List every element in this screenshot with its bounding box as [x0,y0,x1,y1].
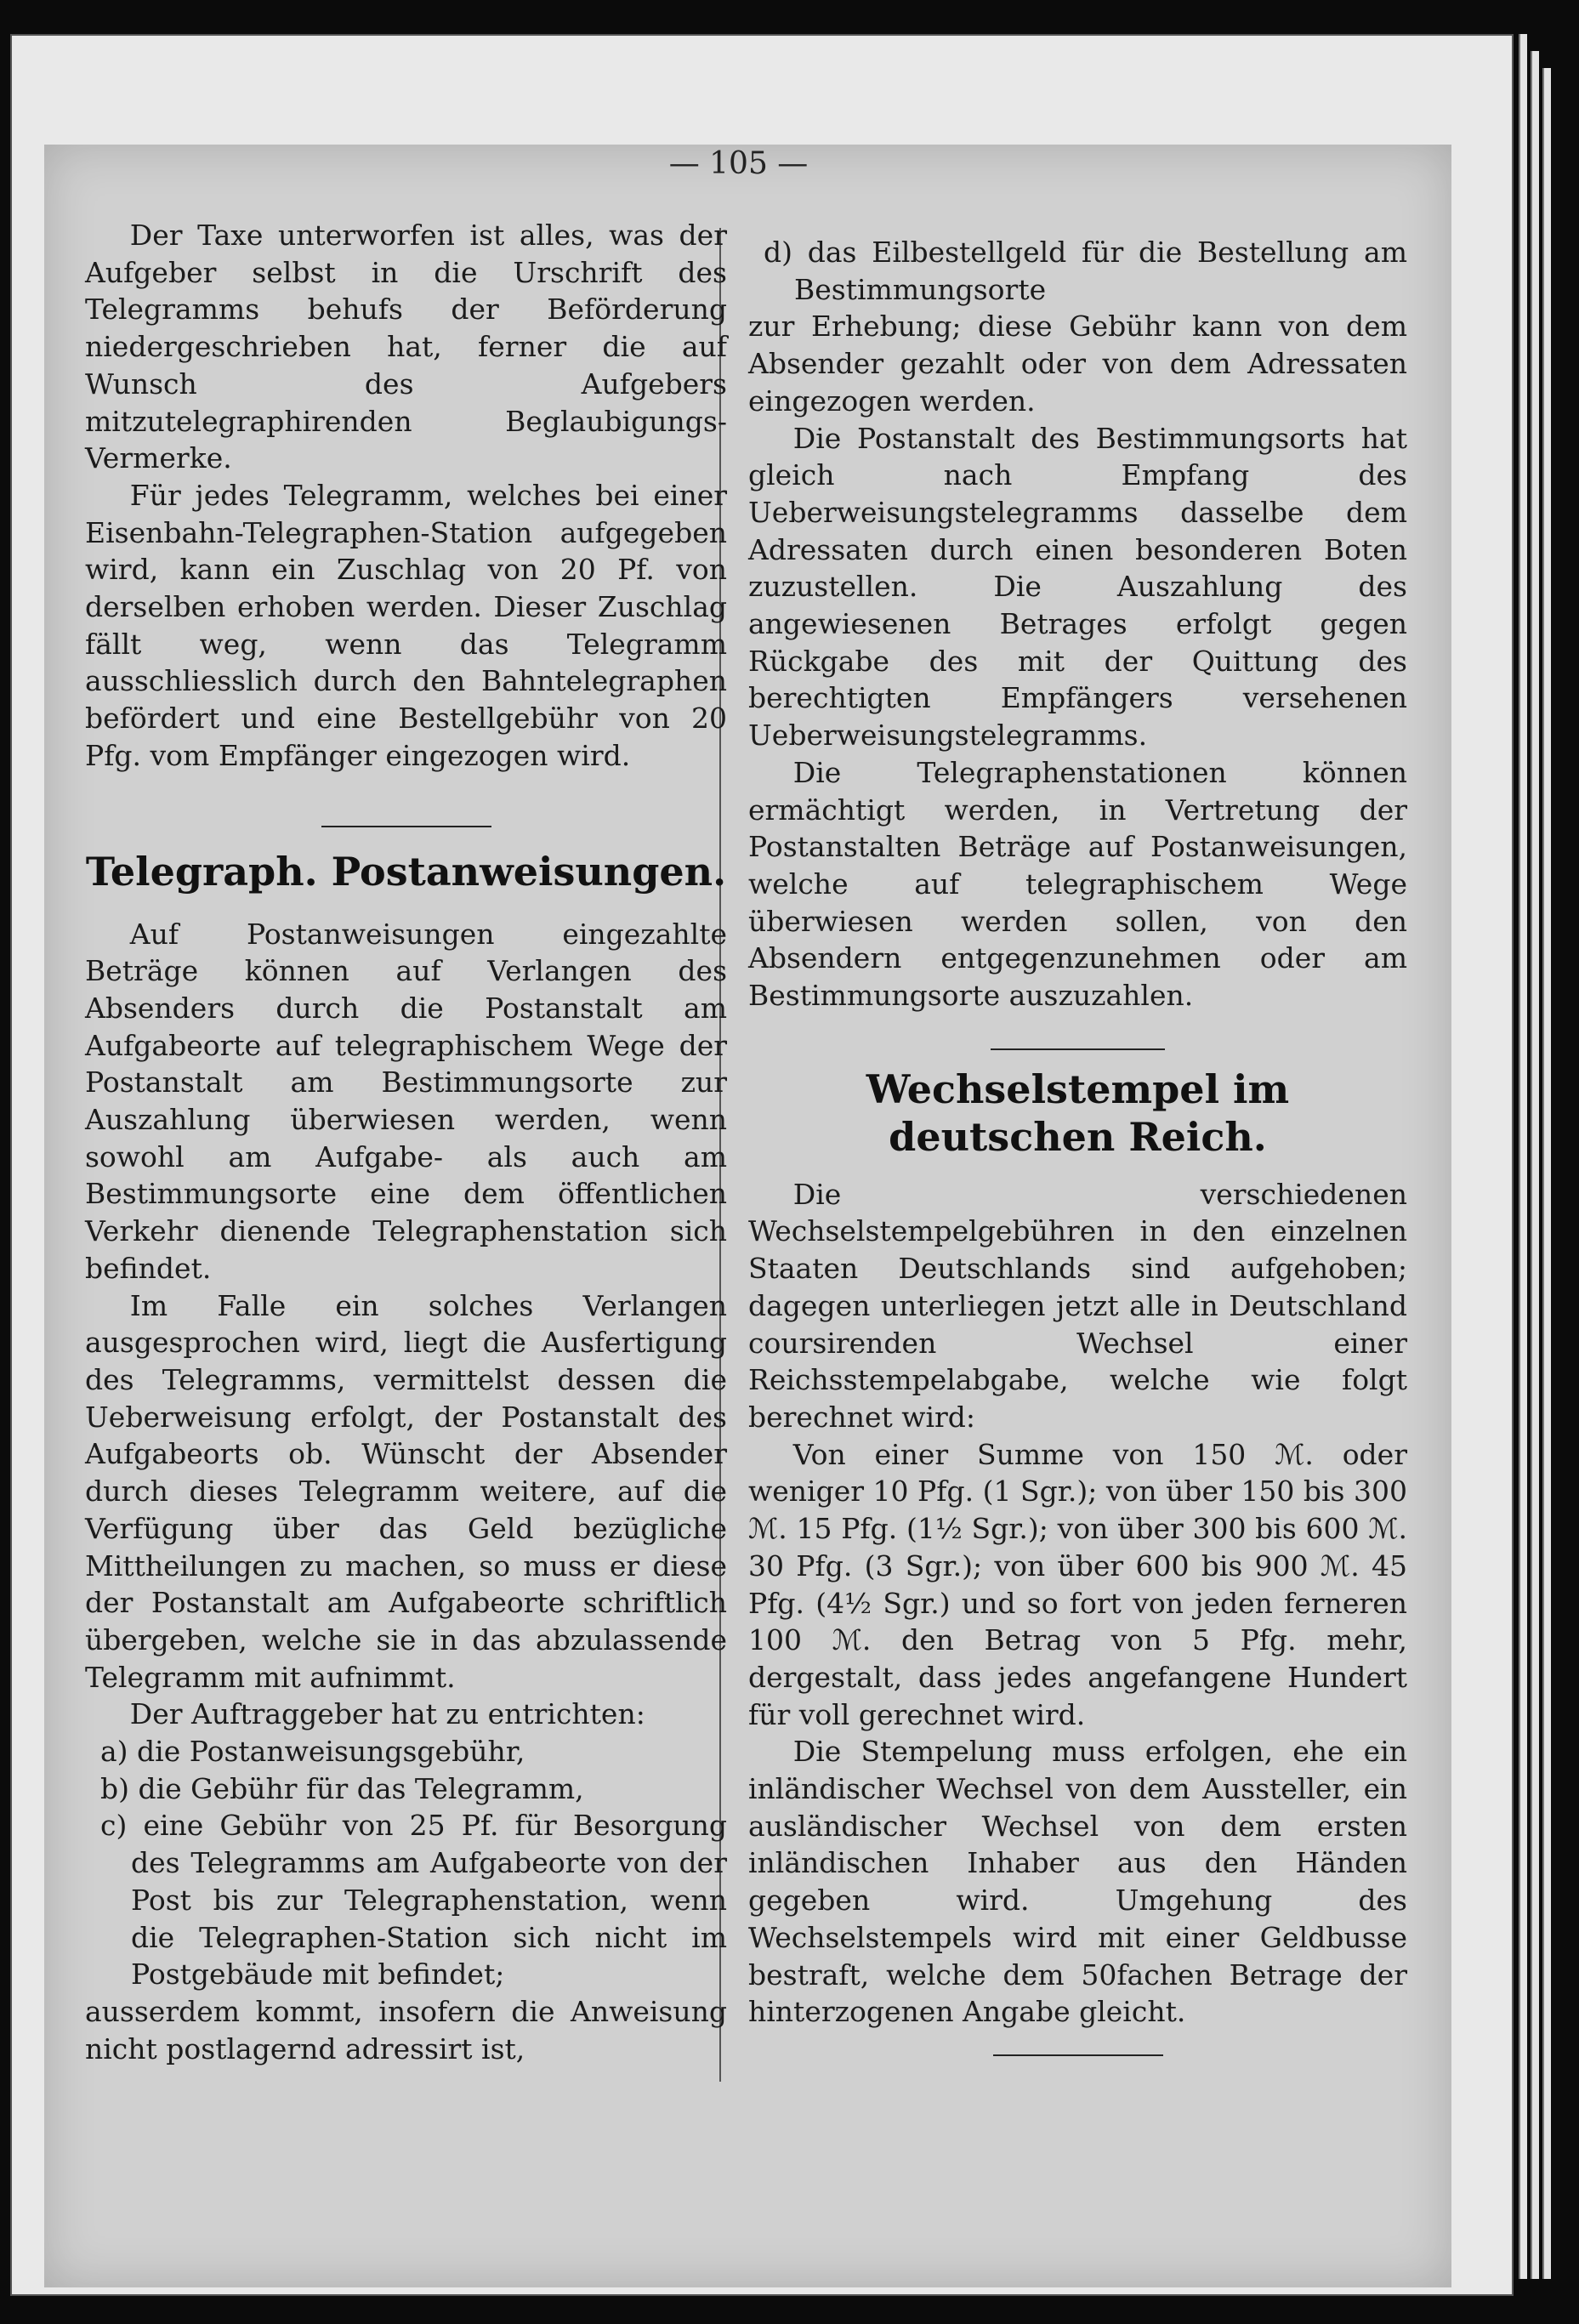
list-item: a) die Postanweisungsgebühr, [100,1735,525,1769]
left-column [85,217,727,2067]
paragraph: Auf Postanweisungen eingezahlte Beträge können auf Verlangen des Absenders durch die Postanstalt am Aufgabeorte auf telegraphischem Wege der Postanstalt am Bestimmungsorte zur Auszahlung überwiesen werden, wenn sowohl am Aufgabe- als auch am Bestimmungsorte eine dem öffentlichen Verkehr dienende Telegraphenstation sich befindet. [85,917,727,1285]
paragraph: Im Falle ein solches Verlangen ausgesprochen wird, liegt die Ausfertigung des Telegramms, vermittelst dessen die Ueberweisung erfolgt, der Postanstalt des Aufgabeorts ob. Wünscht der Absender durch dieses Telegramm weitere, auf die Verfügung über das Geld bezügliche Mittheilungen zu machen, so muss er diese der Postanstalt am Aufgabeorte schriftlich übergeben, welche sie in das abzulassende Telegramm mit aufnimmt. [85,1288,727,1694]
section-heading: Telegraph. Postanweisungen. [85,848,727,895]
section-separator [993,2054,1163,2056]
paragraph: Von einer Summe von 150 ℳ. oder weniger 10 Pfg. (1 Sgr.); von über 150 bis 300 ℳ. 15 Pfg. (1½ Sgr.); von über 300 bis 600 ℳ. 30 Pfg. (3 Sgr.); von über 600 bis 900 ℳ. 45 Pfg. (4½ Sgr.) und so fort von jeden ferneren 100 ℳ. den Betrag von 5 Pfg. mehr, dergestalt, dass jedes angefangene Hundert für voll gerechnet wird. [748,1437,1407,1731]
section-heading: Wechselstempel im deutschen Reich. [866,1065,1290,1160]
section-separator [321,826,491,827]
paragraph: Der Taxe unterworfen ist alles, was der Aufgeber selbst in die Urschrift des Telegramms behufs der Beförderung niedergeschrieben hat, ferner die auf Wunsch des Aufgebers mitzutelegraphirenden Beglaubigungs-Vermerke. [85,219,727,475]
list-item: b) die Gebühr für das Telegramm, [100,1771,584,1805]
page-number: — 105 — [668,146,809,181]
page-stack-edge [1519,34,1527,2279]
paragraph: Die Postanstalt des Bestimmungsorts hat gleich nach Empfang des Ueberweisungstelegramms dasselbe dem Adressaten durch einen besonderen Boten zuzustellen. Die Auszahlung des angewiesenen Betrages erfolgt gegen Rückgabe des mit der Quittung des berechtigten Empfängers versehenen Ueberweisungstelegramms. [748,421,1407,753]
paragraph: Für jedes Telegramm, welches bei einer Eisenbahn-Telegraphen-Station aufgegeben wird, kann ein Zuschlag von 20 Pf. von derselben erhoben werden. Dieser Zuschlag fällt weg, wenn das Telegramm ausschliesslich durch den Bahntelegraphen befördert und eine Bestellgebühr von 20 Pfg. vom Empfänger eingezogen wird. [85,478,727,772]
paragraph: Die Telegraphenstationen können ermächtigt werden, in Vertretung der Postanstalten Beträge auf Postanweisungen, welche auf telegraphischem Wege überwiesen werden sollen, von den Absendern entgegenzunehmen oder am Bestimmungsorte auszuzahlen. [748,755,1407,1013]
paragraph: Der Auftraggeber hat zu entrichten: [129,1697,645,1731]
paragraph: zur Erhebung; diese Gebühr kann von dem Absender gezahlt oder von dem Adressaten eingezogen werden. [748,310,1407,418]
page-stack-edge [1531,51,1539,2279]
paragraph: Die Stempelung muss erfolgen, ehe ein inländischer Wechsel von dem Aussteller, ein ausländischer Wechsel von dem ersten inländischen Inhaber aus den Händen gegeben wird. Umgehung des Wechselstempels wird mit einer Geldbusse bestraft, welche dem 50fachen Betrage der hinterzogenen Angabe gleicht. [748,1735,1407,2029]
right-column [748,234,1407,2056]
paragraph: Die verschiedenen Wechselstempelgebühren in den einzelnen Staaten Deutschlands sind aufgehoben; dagegen unterliegen jetzt alle in Deutschland coursirenden Wechsel einer Reichsstempelabgabe, welche wie folgt berechnet wird: [748,1177,1407,1434]
section-separator [991,1048,1165,1050]
paragraph: ausserdem kommt, insofern die Anweisung nicht postlagernd adressirt ist, [85,1994,727,2065]
list-item: d) das Eilbestellgeld für die Bestellung am Bestimmungsorte [764,236,1407,306]
page-stack-edge [1542,68,1551,2279]
list-item: c) eine Gebühr von 25 Pf. für Besorgung des Telegramms am Aufgabeorte von der Post bis zur Telegraphenstation, wenn die Telegraphen-Station sich nicht im Postgebäude mit befindet; [100,1809,727,1992]
